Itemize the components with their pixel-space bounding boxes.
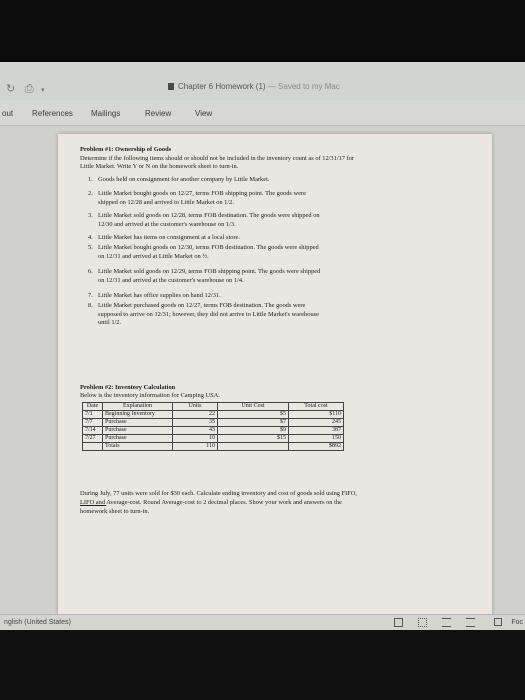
col-header-total-cost: Total cost [289,403,344,411]
col-header-date: Date [83,403,103,411]
save-status: — Saved to my Mac [267,82,340,91]
tab-mailings[interactable]: Mailings [91,109,121,118]
customize-dropdown-icon[interactable]: ▾ [41,86,45,94]
tab-view[interactable]: View [195,109,213,118]
table-header-row [83,403,344,411]
table-totals-row: Totals 110 $892 [83,443,344,451]
window-title [168,82,340,91]
document-name: Chapter 6 Homework (1) [178,82,266,91]
problem2-question-line2: LIFO and Average-cost. Round Average-cost to 2 decimal places. Show your work and answers on the [80,499,342,506]
problem1-intro-line2: Little Market. Write Y or N on the homework sheet to turn-in. [80,163,239,170]
desk-background [0,630,525,700]
focus-label[interactable]: Foc [511,619,523,626]
print-layout-icon[interactable] [394,618,403,627]
col-header-explanation: Explanation [103,403,173,411]
problem2-heading: Problem #2: Inventory Calculation [80,384,176,391]
document-icon [168,83,174,90]
outline-view-icon[interactable] [442,618,451,627]
language-indicator[interactable]: nglish (United States) [4,619,71,626]
draft-view-icon[interactable] [466,618,475,627]
table-row: 7/1 Beginning Inventory 22 $5 $110 [83,411,344,419]
web-layout-icon[interactable] [418,618,427,627]
title-bar [0,62,525,100]
print-icon[interactable]: ⎙ [24,82,34,95]
tab-references[interactable]: References [32,109,73,118]
problem2-question-line3: homework sheet to turn-in. [80,508,150,515]
table-row: 7/27 Purchase 10 $15 150 [83,435,344,443]
status-bar [0,614,525,630]
ribbon-tabs [0,100,525,126]
table-row: 7/14 Purchase 43 $9 387 [83,427,344,435]
tab-layout[interactable]: out [2,109,14,118]
tab-review[interactable]: Review [145,109,172,118]
problem2-question-line1: During July, 77 units were sold for $30 each. Calculate ending inventory and cost of goods sold using FIFO, [80,490,358,497]
problem1-intro-line1: Determine if the following items should or should not be included in the inventory count as of 12/31/17 for [80,155,355,162]
focus-mode-icon[interactable] [494,618,502,626]
col-header-unit-cost: Unit Cost [218,403,289,411]
problem1-heading: Problem #1: Ownership of Goods [80,146,172,153]
inventory-table [82,402,344,451]
document-area[interactable] [0,126,525,614]
problem2-intro: Below is the inventory information for Camping USA. [80,392,220,399]
col-header-units: Units [173,403,218,411]
quick-access-toolbar [6,82,45,96]
document-page[interactable]: Problem #1: Ownership of Goods Determine if the following items should or should not be included in the inventory count as of 12/31/17 for Little Market. Write Y or N on the homework sheet to turn-in. 1. Goods held on consignment for another company by Little Market. 2. Little Market bought goods on 12/27, terms FOB shipping point. The goods were shipped on 12/28 and arrived to Little Market on 1/2. 3. Little Market sold goods on 12/28, terms FOB destination. The goods were shipped on 12/30 and arrived at the customer's warehouse on 1/3. 4. Little Market has items on consignment at a local store. 5. Little Market bought goods on 12/30, terms FOB destination. The goods were shipped on 12/31 and arrived at Little Market on ½. 6. Little Market sold goods on 12/29, terms FOB shipping point. The goods were shipped on 12/31 and arrived at the customer's warehouse on 1/4. 7. Little Market has office supplies on hand 12/31. 8. Little Market purchased goods on 12/27, terms FOB destination. The goods were supposed to arrive on 12/31; however, they did not arrive to Little Market's warehouse until 1/2. Problem #2: Inventory Calculation Below is the inventory information for Camping USA. Date Explanation Units Unit Cost Total cost 7/1 Beginning Inventory 22 $5 $110 7/7 Purchase 35 $7 245 7/14 Purchase 43 $9 387 7/27 Purchase 10 $15 150 Totals 110 $892 During July, 77 units were sold for $30 each. Calculate ending inventory and cost of goods sold using FIFO, LIFO and Average-cost. Round Average-cost to 2 decimal places. Show your work and answers on the homework sheet to turn-in. [58,134,492,620]
redo-icon[interactable]: ↻ [6,82,16,95]
table-row: 7/7 Purchase 35 $7 245 [83,419,344,427]
